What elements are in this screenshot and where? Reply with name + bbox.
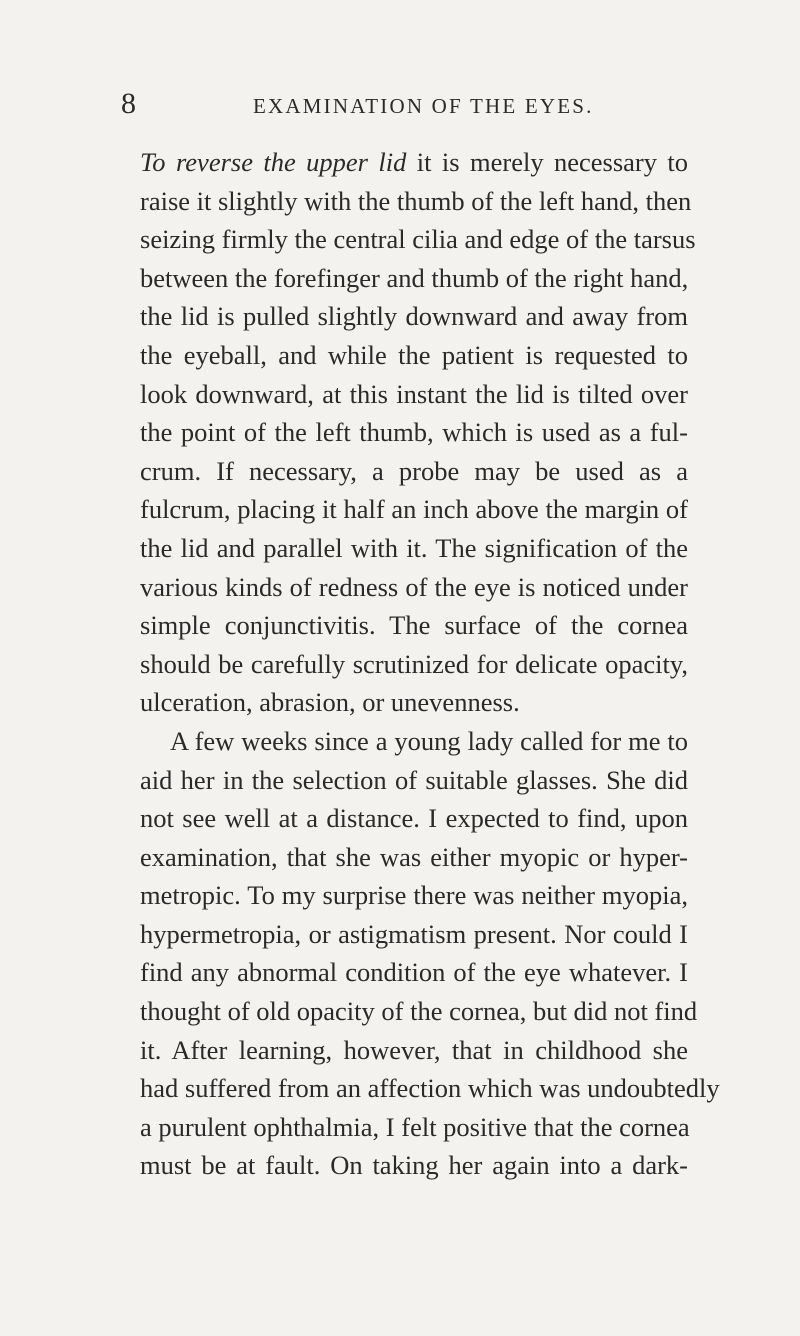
text-line: the point of the left thumb, which is used as a ful- [140, 417, 688, 448]
text-line: ulceration, abrasion, or unevenness. [140, 687, 520, 718]
text-line: a purulent ophthalmia, I felt positive that the cornea [140, 1111, 690, 1142]
text-line: raise it slightly with the thumb of the left hand, then [140, 185, 692, 216]
paragraph-case-report [140, 722, 720, 1185]
text-line-rest: it is merely necessary to [406, 147, 688, 177]
body-text [140, 143, 720, 1185]
text-line: metropic. To my surprise there was neither myopia, [140, 880, 688, 911]
running-head [121, 86, 691, 122]
text-line: the eyeball, and while the patient is requested to [140, 339, 688, 370]
text-line: seizing firmly the central cilia and edge of the tarsus [140, 224, 696, 255]
text-line: it. After learning, however, that in childhood she [140, 1034, 688, 1065]
page-number: 8 [121, 87, 136, 120]
text-line: not see well at a distance. I expected to find, upon [140, 803, 688, 834]
text-line: between the forefinger and thumb of the right hand, [140, 262, 689, 293]
text-line [140, 143, 688, 182]
running-title: EXAMINATION OF THE EYES. [253, 94, 594, 118]
paragraph-upper-lid [140, 143, 696, 722]
text-line: look downward, at this instant the lid is tilted over [140, 378, 688, 409]
text-line: the lid is pulled slightly downward and away from [140, 301, 688, 332]
text-line: the lid and parallel with it. The signification of the [140, 532, 688, 563]
text-line: various kinds of redness of the eye is noticed under [140, 571, 688, 602]
text-line: aid her in the selection of suitable glasses. She did [140, 764, 688, 795]
text-line: must be at fault. On taking her again into a dark- [140, 1150, 688, 1181]
text-line: simple conjunctivitis. The surface of the cornea [140, 610, 688, 641]
text-line: fulcrum, placing it half an inch above the margin of [140, 494, 688, 525]
text-line: had suffered from an affection which was undoubtedly [140, 1073, 720, 1104]
text-line: should be carefully scrutinized for delicate opacity, [140, 648, 688, 679]
text-line: find any abnormal condition of the eye whatever. I [140, 957, 688, 988]
text-line: crum. If necessary, a probe may be used as a [140, 455, 688, 486]
text-line: thought of old opacity of the cornea, but did not find [140, 996, 698, 1027]
text-line: A few weeks since a young lady called for me to [170, 725, 688, 756]
italic-lead-phrase: To reverse the upper lid [140, 147, 407, 177]
text-line: hypermetropia, or astigmatism present. Nor could I [140, 918, 688, 949]
text-line: examination, that she was either myopic or hyper- [140, 841, 688, 872]
